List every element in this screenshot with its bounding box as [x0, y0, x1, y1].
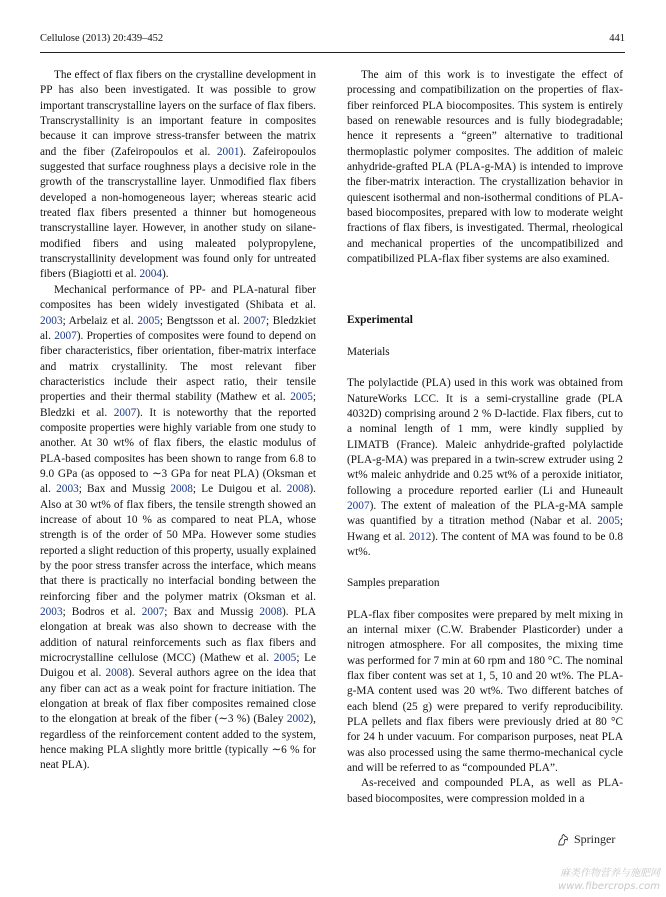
- citation-link[interactable]: 2001: [216, 145, 240, 158]
- paragraph-materials: The polylactide (PLA) used in this work was obtained from NatureWorks LCC. It is a semi-crystalline grade (PLA 4032D) comprising around 2 % D-lactide. Flax fibers, cut to a nominal length of 1 mm, were kindly supplied by LIMATB (France). Maleic anhydride-grafted polylactide (PLA-g-MA) was prepared in a twin-screw extruder using 2 wt% maleic anhydride and 0.25 wt% of a peroxide initiator, following a procedure reported earlier (Li and Huneault 2007). The extent of maleation of the PLA-g-MA sample was quantified by a titration method (Nabar et al. 2005; Hwang et al. 2012). The content of MA was found to be 0.8 wt%.: [347, 377, 623, 558]
- watermark-site-name: 麻类作物营养与施肥网: [560, 868, 660, 879]
- spacer: [347, 329, 623, 345]
- paragraph-mechanical-performance: Mechanical performance of PP- and PLA-natural fiber composites has been widely investigated (Shibata et al. 2003; Arbelaiz et al. 2005; Bengtsson et al. 2007; Bledzkiet al. 2007). Properties of composites were found to depend on fiber characteristics, fiber orientation, fiber-matrix interface and matrix crystallinity. The most relevant fiber characteristics include their aspect ratio, their tensile properties and their thermal stability (Mathew et al. 2005; Bledzki et al. 2007). It is noteworthy that the reported composite properties were highly variable from one study to another. At 30 wt% of flax fibers, the elastic modulus of PLA-based composites has been shown to range from 6.8 to 9.0 GPa (as opposed to ∼3 GPa for neat PLA) (Oksman et al. 2003; Bax and Mussig 2008; Le Duigou et al. 2008). Also at 30 wt% of flax fibers, the tensile strength showed an increase of about 10 % as compared to neat PLA, whose strength is of the order of 50 MPa. However some studies reported a slight reduction of this property, usually explained by the poor stress transfer across the interface, which means that there is practically no interfacial bonding between the reinforcing fiber and the polymer matrix (Oksman et al. 2003; Bodros et al. 2007; Bax and Mussig 2008). PLA elongation at break was also shown to decrease with the addition of natural reinforcements such as flax fibers and microcrystalline cellulose (MCC) (Mathew et al. 2005; Le Duigou et al. 2008). Several authors agree on the idea that any fiber can act as a weak point for fracture initiation. The elongation at break of flax fiber composites remained close to the elongation at break of the fiber (∼3 %) (Baley 2002), regardless of the reinforcement content added to the system, hence making PLA slightly more brittle (typically ∼6 % for neat PLA).: [40, 283, 316, 772]
- citation-link[interactable]: 2008: [170, 483, 193, 496]
- citation-link[interactable]: 2003: [40, 606, 63, 619]
- spacer: [347, 267, 623, 313]
- publisher-logo: [556, 832, 615, 847]
- citation-link[interactable]: 2003: [40, 314, 63, 327]
- watermark-url: www.fibercrops.com: [558, 881, 660, 892]
- citation-link[interactable]: 2012: [408, 530, 432, 543]
- subsection-heading-samples-preparation: Samples preparation: [347, 577, 440, 590]
- citation-link[interactable]: 2002: [286, 713, 310, 726]
- paragraph-samples-preparation: PLA-flax fiber composites were prepared by melt mixing in an internal mixer (C.W. Brabender Plasticorder) under a nitrogen atmosphere. For all composites, the mixing time was performed for 7 min at 60 rpm and 180 °C. The nominal flax fiber content was set at 1, 5, 10 and 20 wt%. The PLA-g-MA content used was 20 wt%. Two different batches of each blend (25 g) were prepared to verify reproducibility. PLA pellets and flax fibers were previously dried at 80 °C for 24 h under vacuum. For comparison purposes, neat PLA was also processed using the same thermo-mechanical cycle and will be referred to as “compounded PLA”.: [347, 608, 623, 775]
- right-column: [347, 68, 623, 807]
- section-heading-experimental: Experimental: [347, 314, 413, 327]
- spacer: [347, 592, 623, 608]
- paragraph-transcrystallinity: The effect of flax fibers on the crystalline development in PP has also been investigated. It was possible to grow important transcrystalline layers on the surface of flax fibers. Transcrystallinity is an important feature in composites because it can improve stress-transfer between the matrix and the fiber (Zafeiropoulos et al. 2001). Zafeiropoulos suggested that surface roughness plays a decisive role in the growth of the transcrystalline layer. Unmodified flax fibers developed a non-homogeneous layer; whereas stearic acid treated flax fibers presented a thinner but homogeneous transcrystalline layer. However, in another study on silane-modified fibers and using maleated polypropylene, transcrystallinity development was found only for untreated fibers (Biagiotti et al. 2004).: [40, 69, 316, 281]
- citation-link[interactable]: 2005: [137, 314, 160, 327]
- citation-link[interactable]: 2003: [56, 483, 79, 496]
- paragraph-aim: The aim of this work is to investigate the effect of processing and compatibilization on the properties of flax-fiber reinforced PLA biocomposites. This system is entirely based on renewable resources and is fully biodegradable; hence it represents a “green” alternative to traditional thermoplastic polymer composites. The addition of maleic anhydride-grafted PLA (PLA-g-MA) is intended to improve the fiber-matrix interaction. The crystallization behavior in quiescent isothermal and non-isothermal conditions of PLA-based biocomposites, prepared with low to moderate weight fractions of flax fibers, is investigated. Thermal, rheological and mechanical properties of the uncompatibilized and compatibilized PLA-flax fiber systems are also examined.: [347, 69, 623, 266]
- citation-link[interactable]: 2008: [105, 667, 129, 680]
- springer-horse-icon: [556, 833, 570, 847]
- citation-link[interactable]: 2005: [273, 652, 297, 665]
- citation-link[interactable]: 2007: [347, 499, 370, 512]
- publisher-name: Springer: [574, 832, 616, 846]
- page-number: 441: [609, 33, 625, 44]
- citation-link[interactable]: 2007: [54, 329, 77, 342]
- citation-link[interactable]: 2005: [290, 391, 313, 404]
- spacer: [347, 360, 623, 376]
- header-rule: [40, 52, 625, 53]
- paragraph-compression-molding: As-received and compounded PLA, as well as PLA-based biocomposites, were compression molded in a: [347, 777, 623, 805]
- citation-link[interactable]: 2008: [286, 483, 310, 496]
- citation-link[interactable]: 2007: [141, 606, 165, 619]
- watermark: [558, 867, 660, 893]
- subsection-heading-materials: Materials: [347, 345, 390, 358]
- left-column: [40, 68, 316, 774]
- citation-link[interactable]: 2005: [597, 515, 620, 528]
- journal-citation: Cellulose (2013) 20:439–452: [40, 33, 164, 44]
- citation-link[interactable]: 2008: [259, 606, 283, 619]
- citation-link[interactable]: 2004: [139, 268, 163, 281]
- citation-link[interactable]: 2007: [113, 406, 137, 419]
- spacer: [347, 560, 623, 576]
- citation-link[interactable]: 2007: [243, 314, 267, 327]
